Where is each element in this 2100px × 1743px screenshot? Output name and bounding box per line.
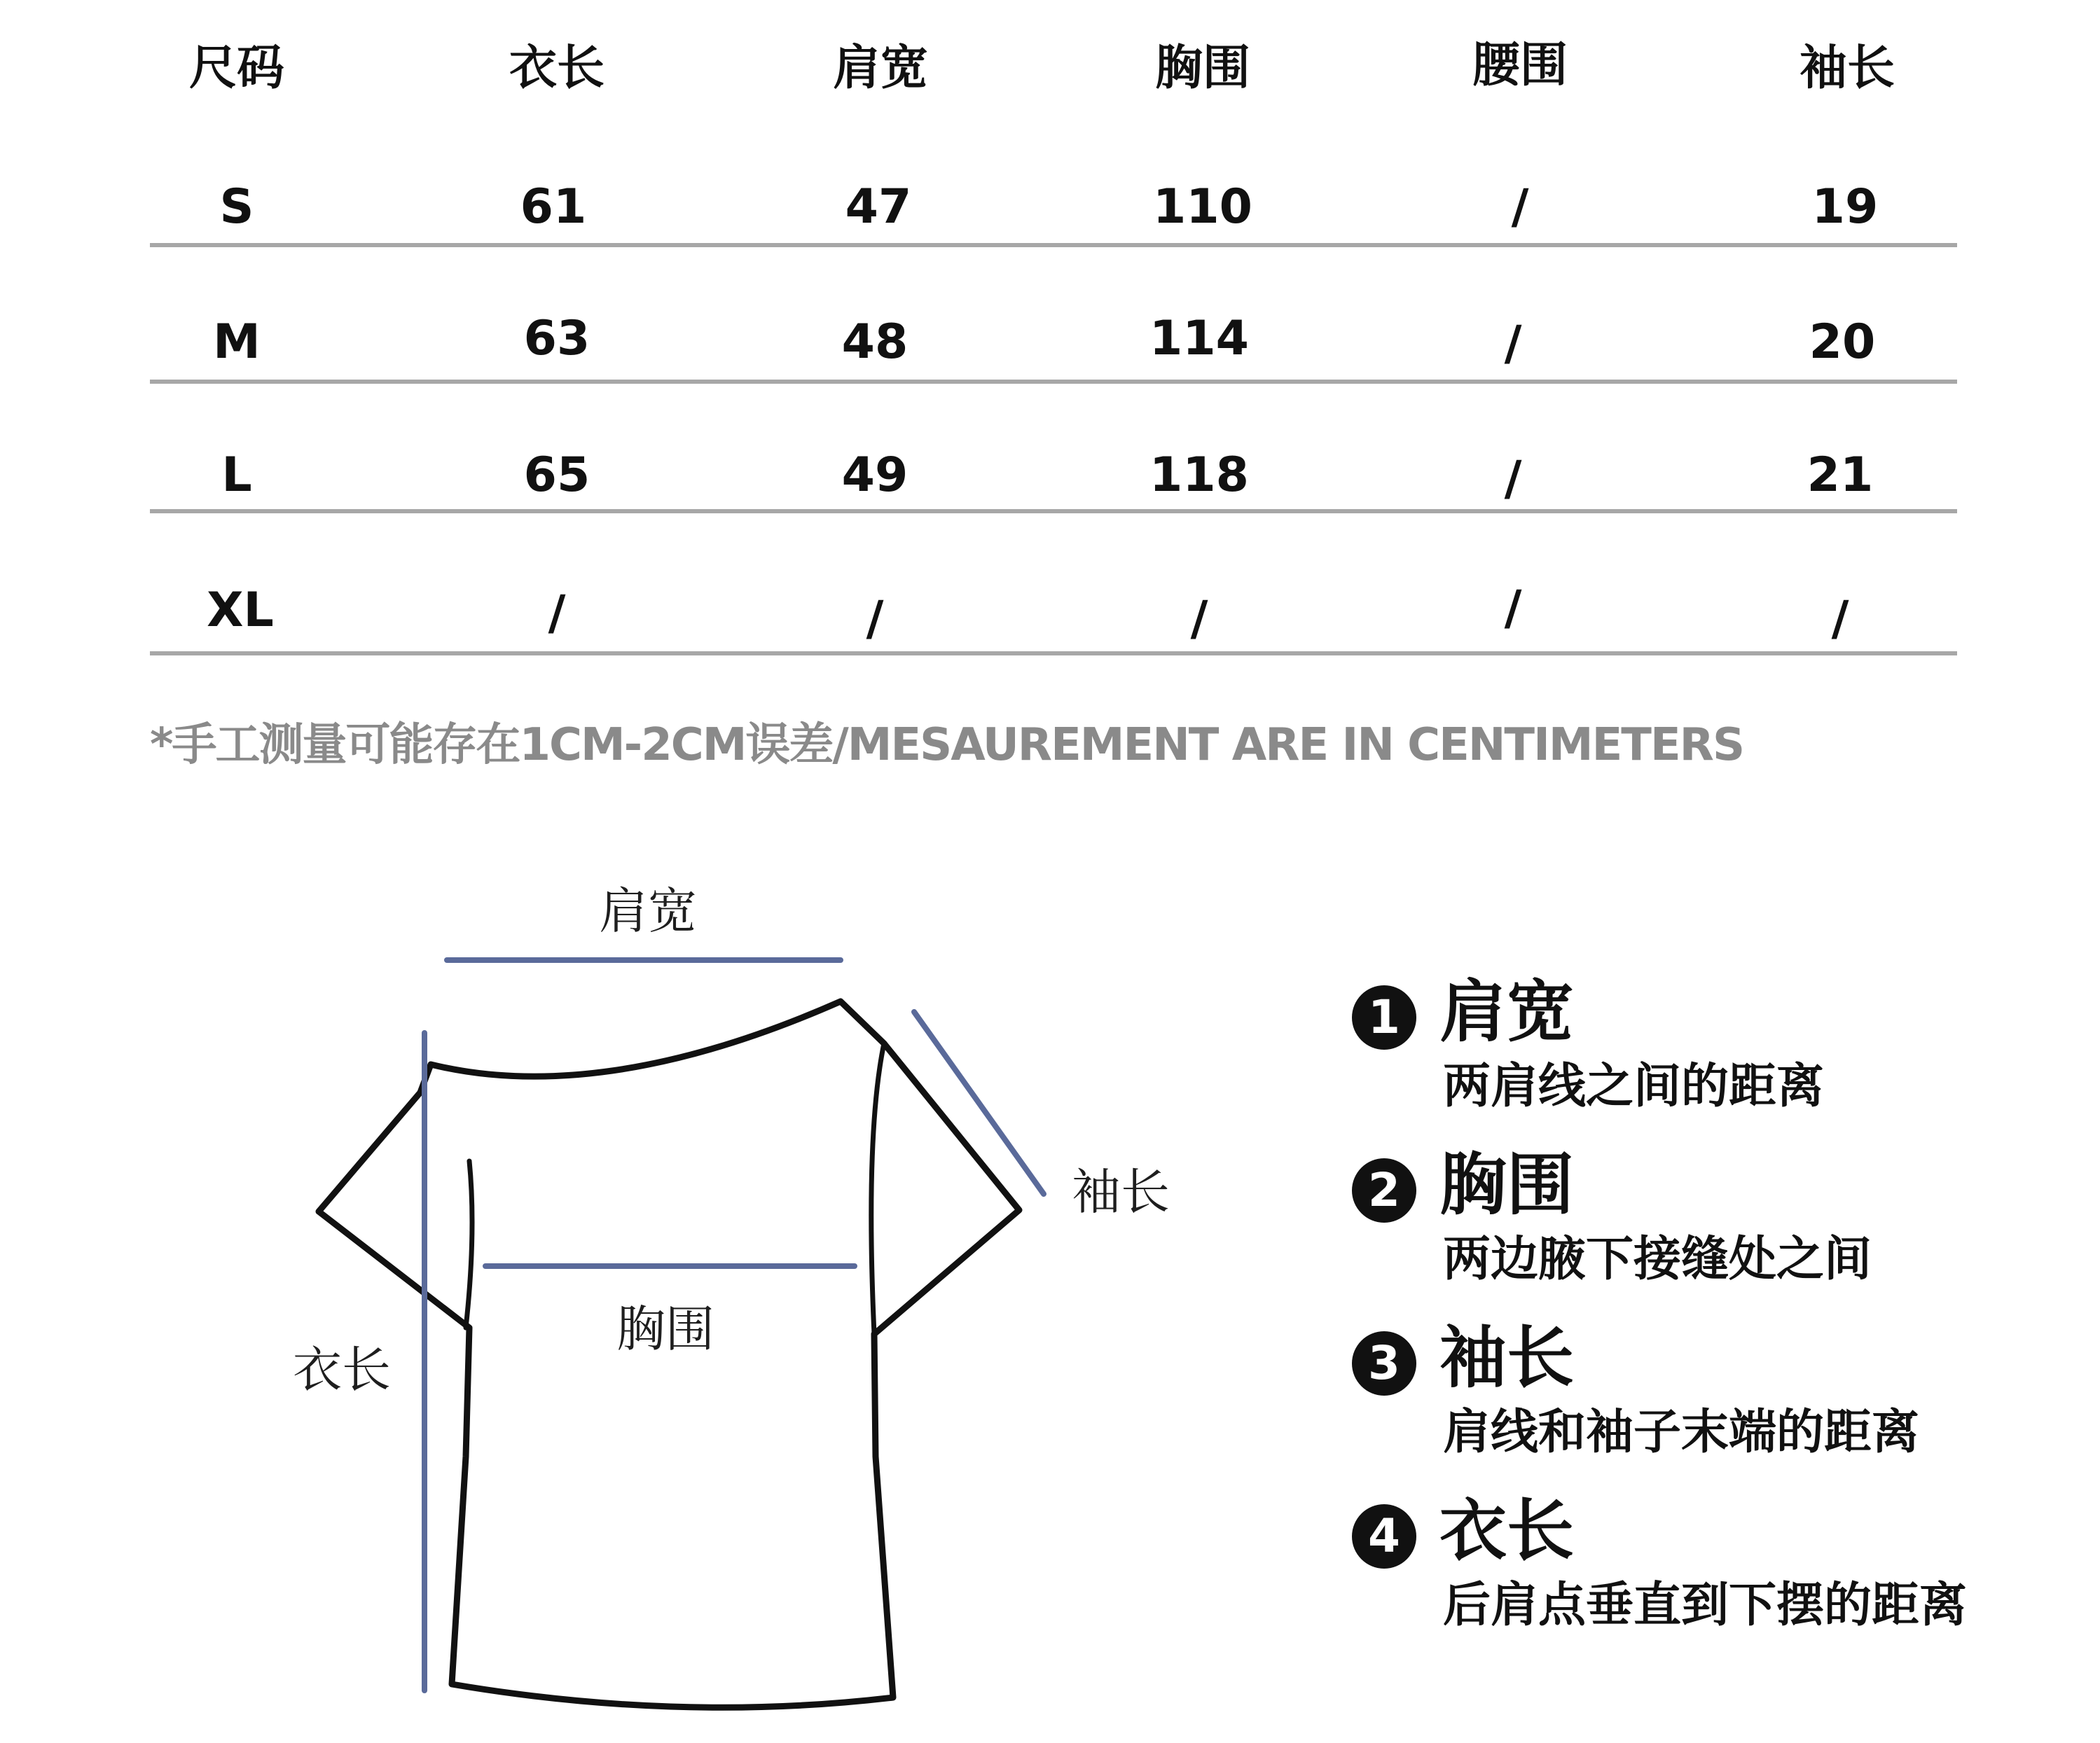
- table-cell: /: [548, 585, 566, 641]
- header-size: 尺码: [188, 41, 284, 96]
- header-sleeve: 袖长: [1799, 41, 1895, 96]
- table-cell: 21: [1807, 447, 1874, 503]
- row-divider: [150, 509, 1957, 513]
- legend-item: [1352, 1489, 2080, 1662]
- table-cell: 19: [1811, 179, 1879, 235]
- number-3-icon: 3: [1352, 1331, 1416, 1396]
- number-2-icon: 2: [1352, 1158, 1416, 1223]
- table-cell: 48: [841, 314, 909, 370]
- header-shoulder: 肩宽: [832, 41, 928, 96]
- tshirt-diagram: [0, 826, 1261, 1743]
- sleeve-label: 袖长: [1072, 1163, 1170, 1221]
- table-cell: /: [1190, 591, 1208, 646]
- table-cell: XL: [207, 583, 274, 638]
- table-cell: M: [213, 314, 261, 370]
- table-cell: /: [1831, 591, 1849, 646]
- row-divider: [150, 243, 1957, 247]
- legend-description: 两肩线之间的距离: [1443, 1059, 1825, 1114]
- chest-label: 胸围: [616, 1300, 714, 1358]
- table-cell: 63: [523, 311, 590, 366]
- header-waist: 腰围: [1472, 38, 1568, 93]
- table-cell: /: [1504, 451, 1522, 506]
- legend-item: [1352, 970, 2080, 1143]
- legend-title: 袖长: [1439, 1319, 1574, 1397]
- legend-title: 肩宽: [1439, 973, 1574, 1051]
- table-cell: /: [1511, 179, 1529, 235]
- table-cell: /: [866, 591, 884, 646]
- legend-description: 后肩点垂直到下摆的距离: [1443, 1578, 1968, 1633]
- legend-title: 胸围: [1439, 1146, 1574, 1224]
- tshirt-armhole-left: [466, 1161, 472, 1328]
- row-divider: [150, 380, 1957, 384]
- table-cell: 47: [845, 179, 912, 235]
- number-4-icon: 4: [1352, 1504, 1416, 1569]
- legend-description: 肩线和袖子末端的距离: [1443, 1405, 1920, 1460]
- table-cell: /: [1504, 316, 1522, 371]
- legend-item: [1352, 1316, 2080, 1489]
- row-divider: [150, 651, 1957, 655]
- tshirt-armhole-right: [871, 1043, 884, 1334]
- length-label: 衣长: [293, 1341, 391, 1398]
- table-cell: S: [219, 179, 254, 235]
- table-cell: L: [221, 447, 252, 503]
- table-cell: 20: [1809, 314, 1876, 370]
- table-cell: 114: [1149, 311, 1249, 366]
- legend-description: 两边腋下接缝处之间: [1443, 1232, 1872, 1287]
- header-chest: 胸围: [1154, 41, 1250, 96]
- measurement-note: *手工测量可能存在1CM-2CM误差/MESAUREMENT ARE IN CENTIMETERS: [150, 719, 1744, 771]
- legend-item: [1352, 1143, 2080, 1316]
- table-cell: 118: [1149, 447, 1249, 503]
- table-cell: 65: [523, 447, 590, 503]
- legend-title: 衣长: [1439, 1492, 1574, 1570]
- size-table: [0, 0, 2100, 672]
- table-cell: /: [1504, 581, 1522, 636]
- number-1-icon: 1: [1352, 985, 1416, 1050]
- table-cell: 61: [520, 179, 587, 235]
- table-cell: 110: [1153, 179, 1252, 235]
- shoulder-label: 肩宽: [599, 882, 697, 940]
- table-cell: 49: [841, 447, 909, 503]
- measurement-legend: [1352, 970, 2080, 1662]
- header-length: 衣长: [509, 41, 605, 96]
